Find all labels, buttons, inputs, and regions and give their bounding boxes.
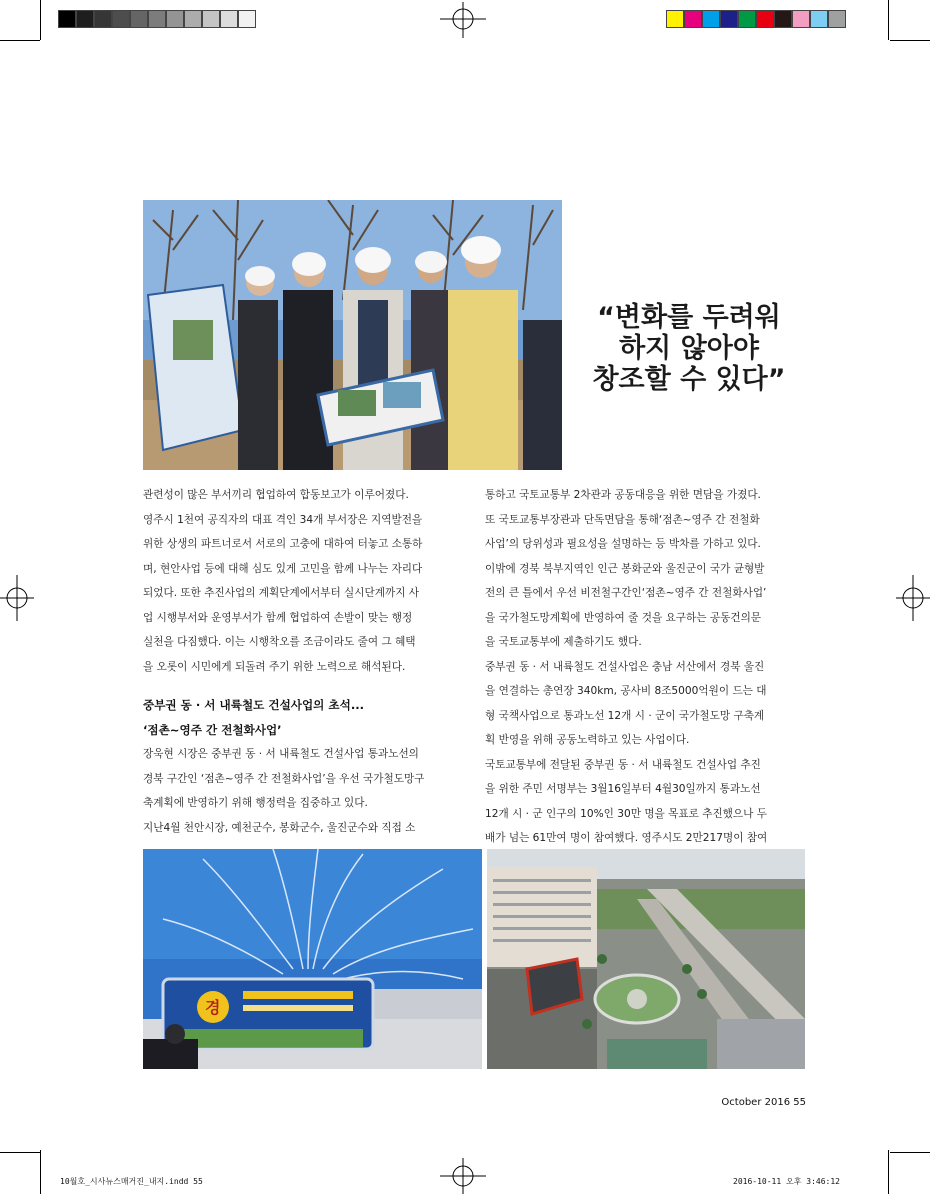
color-swatch	[720, 10, 738, 28]
quote-line: “변화를 두려워	[597, 302, 781, 333]
color-swatch	[756, 10, 774, 28]
body-line: 획 반영을 위해 공동노력하고 있는 사업이다.	[485, 734, 690, 746]
article-column-right	[485, 483, 807, 851]
banner-text: 경	[205, 998, 221, 1017]
body-line: 실천을 다짐했다. 이는 시행착오를 조금이라도 줄여 그 혜택	[143, 636, 416, 648]
body-line: 축계획에 반영하기 위해 행정력을 집중하고 있다.	[143, 797, 368, 809]
registration-mark-top-icon	[440, 2, 486, 38]
body-line: 또 국토교통부장관과 단독면담을 통해‘점촌~영주 간 전철화	[485, 513, 760, 526]
body-line: 업 시행부서와 운영부서가 함께 협업하여 손발이 맞는 행정	[143, 611, 413, 624]
gray-swatch	[112, 10, 130, 28]
body-line: 위한 상생의 파트너로서 서로의 고충에 대하여 터놓고 소통하	[143, 538, 423, 550]
quote-line: 창조할 수 있다”	[592, 364, 786, 395]
body-line: 영주시 1천여 공직자의 대표 격인 34개 부서장은 지역발전을	[143, 513, 423, 526]
body-line: 국토교통부에 전달된 중부권 동 · 서 내륙철도 건설사업 추진	[485, 758, 761, 771]
body-line: 을 국가철도망계획에 반영하여 줄 것을 요구하는 공동건의문	[485, 611, 762, 624]
color-swatch	[792, 10, 810, 28]
color-swatch	[666, 10, 684, 28]
section-heading: 중부권 동 · 서 내륙철도 건설사업의 초석...	[143, 698, 365, 712]
gray-swatch	[202, 10, 220, 28]
gray-swatch	[130, 10, 148, 28]
page-number: 55	[793, 1097, 806, 1108]
aerial-station-plaza-photo	[487, 849, 805, 1069]
body-line: 사업’의 당위성과 필요성을 설명하는 등 박차를 가하고 있다.	[485, 538, 761, 550]
gray-swatch	[58, 10, 76, 28]
body-line: 중부권 동 · 서 내륙철도 건설사업은 충남 서산에서 경북 울진	[485, 660, 765, 673]
body-line: 12개 시 · 군 인구의 10%인 30만 명을 목표로 추진했으나 두	[485, 807, 767, 820]
gray-swatch	[76, 10, 94, 28]
hard-hat-site-inspection-photo	[143, 200, 562, 470]
body-line: 관련성이 많은 부서끼리 협업하여 합동보고가 이루어졌다.	[143, 489, 409, 501]
registration-mark-left-icon	[0, 575, 34, 621]
body-line: 장욱현 시장은 중부권 동 · 서 내륙철도 건설사업 통과노선의	[143, 748, 419, 760]
slug-timestamp: 2016-10-11 오후 3:46:12	[733, 1177, 840, 1186]
body-line: 며, 현안사업 등에 대해 심도 있게 고민을 함께 나누는 자리다	[143, 562, 423, 575]
ceremony-fireworks-photo	[143, 849, 482, 1069]
gray-swatch	[166, 10, 184, 28]
body-line: 배가 넘는 61만여 명이 참여했다. 영주시도 2만217명이 참여	[485, 832, 768, 844]
gray-swatch	[220, 10, 238, 28]
body-line: 되었다. 또한 추진사업의 계획단계에서부터 실시단계까지 사	[143, 587, 420, 599]
issue-month: October 2016	[721, 1097, 791, 1108]
slug-filename: 10월호_시사뉴스매거진_내지.indd 55	[60, 1177, 203, 1186]
gray-swatch	[238, 10, 256, 28]
color-swatch	[738, 10, 756, 28]
body-line: 이밖에 경북 북부지역인 인근 봉화군와 울진군이 국가 균형발	[485, 562, 765, 575]
color-swatch	[702, 10, 720, 28]
article-column-left	[143, 483, 465, 840]
gray-swatch	[94, 10, 112, 28]
pull-quote	[578, 302, 800, 395]
body-line: 을 위한 주민 서명부는 3월16일부터 4월30일까지 통과노선	[485, 783, 761, 795]
section-heading: ‘점촌~영주 간 전철화사업’	[143, 722, 282, 737]
body-line: 을 국토교통부에 제출하기도 했다.	[485, 636, 642, 648]
color-swatch	[774, 10, 792, 28]
color-swatch	[684, 10, 702, 28]
body-line: 지난4월 천안시장, 예천군수, 봉화군수, 울진군수와 직접 소	[143, 821, 416, 834]
body-line: 통하고 국토교통부 2차관과 공동대응을 위한 면담을 가졌다.	[485, 489, 761, 501]
body-line: 을 연결하는 총연장 340km, 공사비 8조5000억원이 드는 대	[485, 685, 767, 697]
page-footer	[721, 1097, 806, 1108]
color-swatch	[828, 10, 846, 28]
registration-mark-right-icon	[896, 575, 930, 621]
body-line: 경북 구간인 ‘점촌~영주 간 전철화사업’을 우선 국가철도망구	[143, 772, 425, 785]
quote-line: 하지 않아야	[619, 333, 759, 364]
body-line: 전의 큰 틀에서 우선 비전철구간인‘점촌~영주 간 전철화사업’	[485, 587, 767, 599]
gray-swatch	[148, 10, 166, 28]
body-line: 형 국책사업으로 통과노선 12개 시 · 군이 국가철도망 구축계	[485, 709, 765, 722]
body-line: 을 오롯이 시민에게 되돌려 주기 위한 노력으로 해석된다.	[143, 660, 406, 673]
gray-swatch	[184, 10, 202, 28]
color-swatch	[810, 10, 828, 28]
registration-mark-bottom-icon	[440, 1158, 486, 1194]
